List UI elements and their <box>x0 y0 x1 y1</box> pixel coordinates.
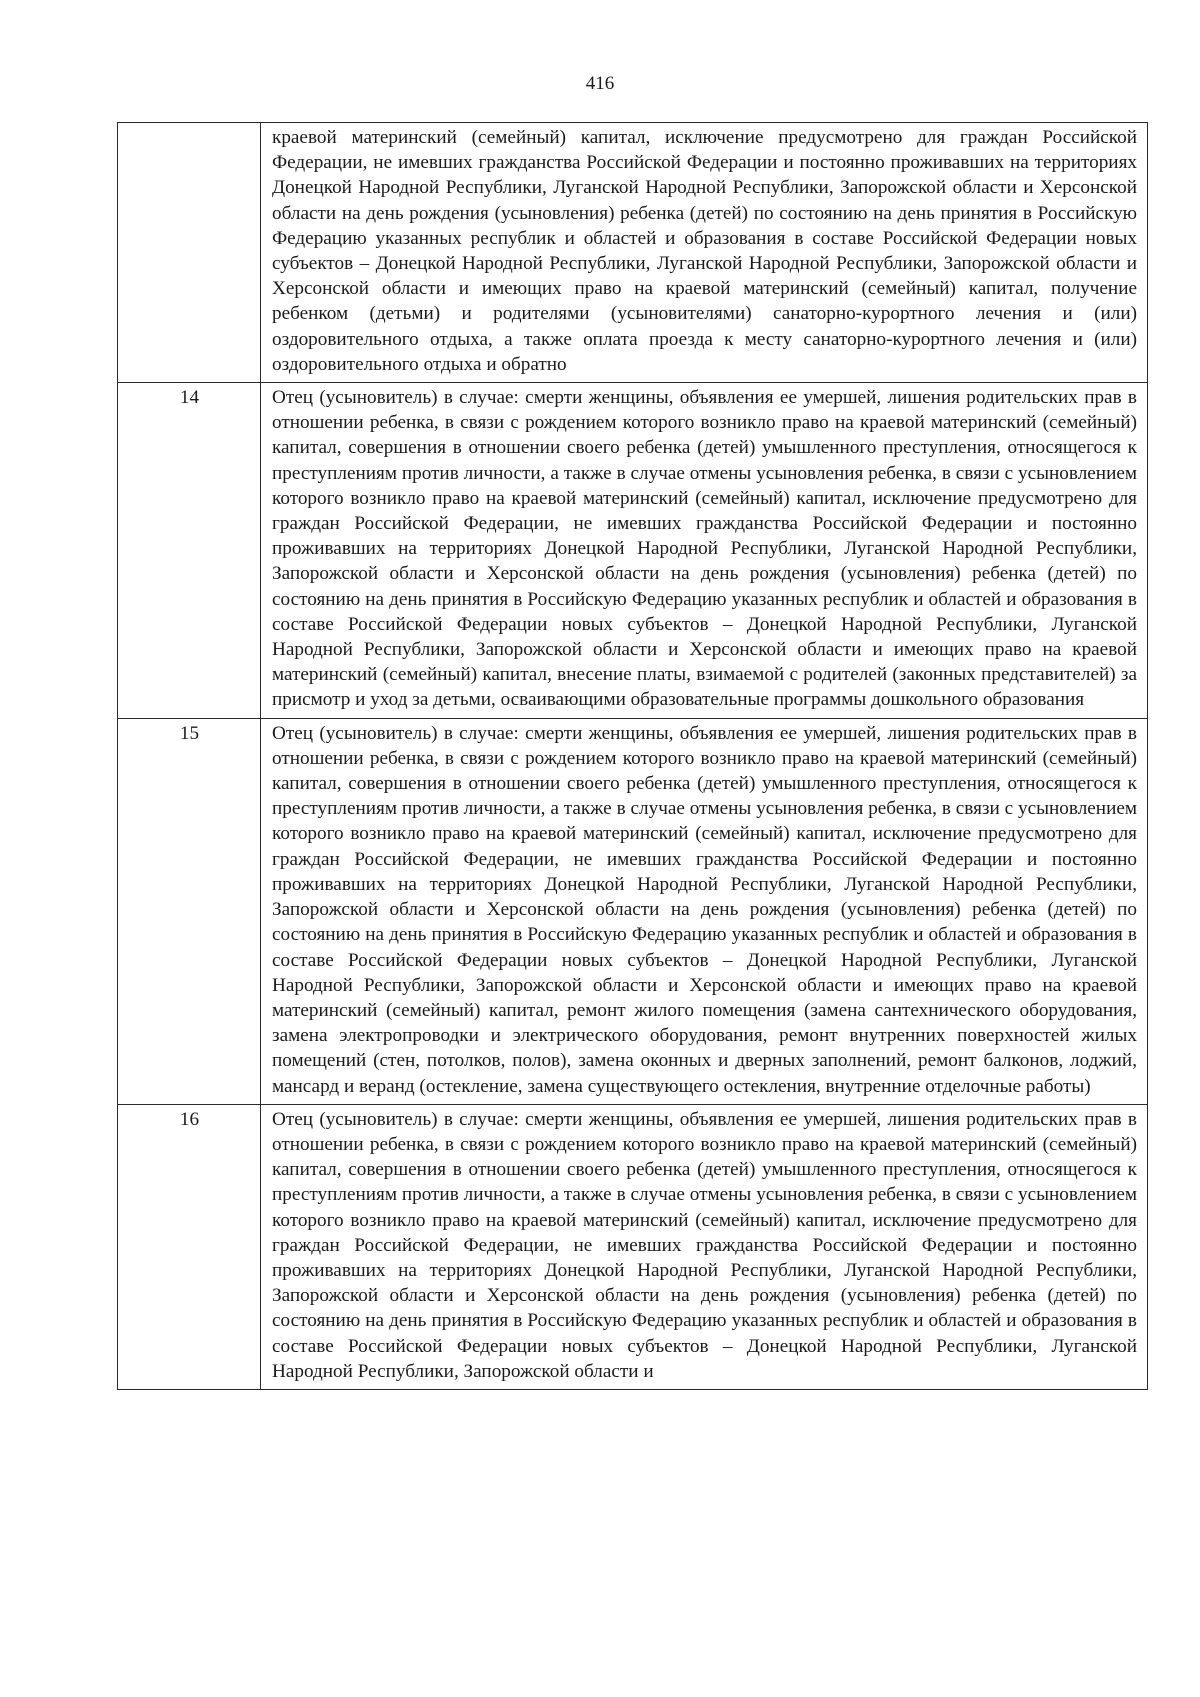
row-number-cell: 15 <box>118 718 261 1104</box>
table-row <box>118 123 1148 383</box>
row-text-cell: краевой материнский (семейный) капитал, исключение предусмотрено для граждан Российской Федерации, не имевших гражданства Российской Федерации и постоянно проживавших на территориях Донецкой Народной Республики, Луганской Народной Республики, Запорожской области и Херсонской области на день рождения (усыновления) ребенка (детей) по состоянию на день принятия в Российскую Федерацию указанных республик и областей и образования в составе Российской Федерации новых субъектов – Донецкой Народной Республики, Луганской Народной Республики, Запорожской области и Херсонской области и имеющих право на краевой материнский (семейный) капитал, получение ребенком (детьми) и родителями (усыновителями) санаторно-курортного лечения и (или) оздоровительного отдыха, а также оплата проезда к месту санаторно-курортного лечения и (или) оздоровительного отдыха и обратно <box>261 123 1148 383</box>
benefits-table <box>117 122 1148 1390</box>
row-number-cell: 16 <box>118 1104 261 1389</box>
page-number: 416 <box>585 73 615 94</box>
table-row <box>118 383 1148 719</box>
row-text-cell: Отец (усыновитель) в случае: смерти женщины, объявления ее умершей, лишения родительских прав в отношении ребенка, в связи с рождением которого возникло право на краевой материнский (семейный) капитал, совершения в отношении своего ребенка (детей) умышленного преступления, относящегося к преступлениям против личности, а также в случае отмены усыновления ребенка, в связи с усыновлением которого возникло право на краевой материнский (семейный) капитал, исключение предусмотрено для граждан Российской Федерации, не имевших гражданства Российской Федерации и постоянно проживавших на территориях Донецкой Народной Республики, Луганской Народной Республики, Запорожской области и Херсонской области на день рождения (усыновления) ребенка (детей) по состоянию на день принятия в Российскую Федерацию указанных республик и областей и образования в составе Российской Федерации новых субъектов – Донецкой Народной Республики, Луганской Народной Республики, Запорожской области и Херсонской области и имеющих право на краевой материнский (семейный) капитал, ремонт жилого помещения (замена сантехнического оборудования, замена электропроводки и электрического оборудования, ремонт внутренних поверхностей жилых помещений (стен, потолков, полов), замена оконных и дверных заполнений, ремонт балконов, лоджий, мансард и веранд (остекление, замена существующего остекления, внутренние отделочные работы) <box>261 718 1148 1104</box>
table-row <box>118 718 1148 1104</box>
row-number-cell: 14 <box>118 383 261 719</box>
table-row <box>118 1104 1148 1389</box>
row-text-cell: Отец (усыновитель) в случае: смерти женщины, объявления ее умершей, лишения родительских прав в отношении ребенка, в связи с рождением которого возникло право на краевой материнский (семейный) капитал, совершения в отношении своего ребенка (детей) умышленного преступления, относящегося к преступлениям против личности, а также в случае отмены усыновления ребенка, в связи с усыновлением которого возникло право на краевой материнский (семейный) капитал, исключение предусмотрено для граждан Российской Федерации, не имевших гражданства Российской Федерации и постоянно проживавших на территориях Донецкой Народной Республики, Луганской Народной Республики, Запорожской области и Херсонской области на день рождения (усыновления) ребенка (детей) по состоянию на день принятия в Российскую Федерацию указанных республик и областей и образования в составе Российской Федерации новых субъектов – Донецкой Народной Республики, Луганской Народной Республики, Запорожской области и Херсонской области и имеющих право на краевой материнский (семейный) капитал, внесение платы, взимаемой с родителей (законных представителей) за присмотр и уход за детьми, осваивающими образовательные программы дошкольного образования <box>261 383 1148 719</box>
row-number-cell <box>118 123 261 383</box>
row-text-cell: Отец (усыновитель) в случае: смерти женщины, объявления ее умершей, лишения родительских прав в отношении ребенка, в связи с рождением которого возникло право на краевой материнский (семейный) капитал, совершения в отношении своего ребенка (детей) умышленного преступления, относящегося к преступлениям против личности, а также в случае отмены усыновления ребенка, в связи с усыновлением которого возникло право на краевой материнский (семейный) капитал, исключение предусмотрено для граждан Российской Федерации, не имевших гражданства Российской Федерации и постоянно проживавших на территориях Донецкой Народной Республики, Луганской Народной Республики, Запорожской области и Херсонской области на день рождения (усыновления) ребенка (детей) по состоянию на день принятия в Российскую Федерацию указанных республик и областей и образования в составе Российской Федерации новых субъектов – Донецкой Народной Республики, Луганской Народной Республики, Запорожской области и <box>261 1104 1148 1389</box>
